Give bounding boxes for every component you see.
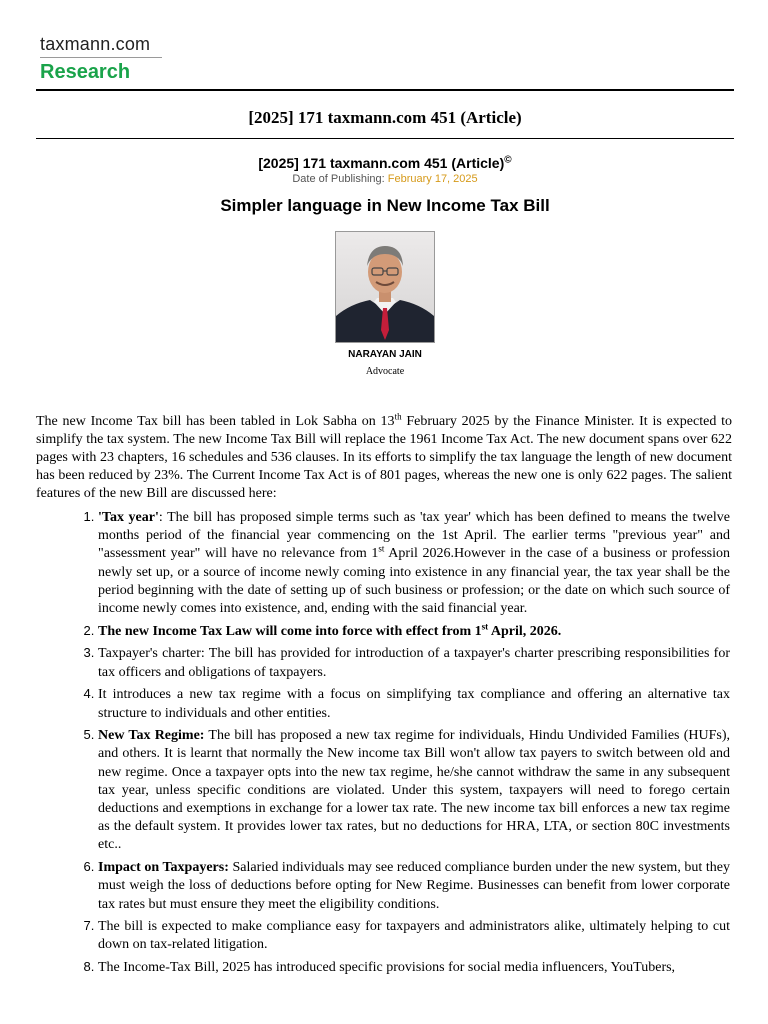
article-header	[36, 155, 734, 216]
publishing-date	[36, 173, 734, 185]
list-item-text: Salaried individuals may see reduced compliance burden under the new system, but they must weigh the loss of deductions before opting for New Regime. Businesses can benefit from lower corporate tax rates but must ensure they meet the eligibility conditions.	[98, 860, 730, 912]
article-title: Simpler language in New Income Tax Bill	[220, 196, 550, 215]
intro-ordinal-suffix: th	[394, 411, 402, 422]
list-item-heading: Impact on Taxpayers:	[98, 860, 229, 876]
publishing-date-label: Date of Publishing:	[292, 173, 385, 185]
intro-text-start: The new Income Tax bill has been tabled in Lok Sabha on 13	[36, 414, 395, 429]
list-item-heading: 'Tax year'	[98, 510, 159, 525]
ordinal-suffix: st	[481, 621, 489, 632]
list-item	[98, 858, 730, 914]
taxmann-research-logo[interactable]	[40, 34, 162, 84]
list-item-text: Taxpayer's charter: The bill has provided for introduction of a taxpayer's charter prescribing responsibilities for tax officers and obligations of taxpayers.	[98, 646, 730, 680]
list-item	[98, 917, 730, 954]
list-item-text: April, 2026.	[488, 623, 562, 639]
list-item	[98, 958, 730, 977]
author-photo	[335, 231, 435, 343]
page-citation: [2025] 171 taxmann.com 451 (Article)	[248, 108, 522, 127]
list-item-text: The new Income Tax Law will come into force with effect from 1	[98, 623, 482, 639]
logo-divider	[40, 57, 162, 58]
citation-divider	[36, 138, 734, 139]
list-item-text: The bill has proposed a new tax regime for individuals, Hindu Undivided Families (HUFs), and others. It is learnt that normally the New income tax Bill won't allow tax payers to switch between old and new regime. Once a taxpayer opts into the new tax regime, he/she cannot withdraw the same in any subsequent tax year, unless specific conditions are violated. Under this system, taxpayers will need to forego certain deductions and exemptions in exchange for a lower tax rate. The new income tax bill enforces a new tax regime as the default system. It provides lower tax rates, but no deductions for HRA, LTA, or section 80C investments etc..	[98, 728, 730, 853]
list-item-heading: New Tax Regime:	[98, 728, 205, 744]
list-item-text: : The bill has proposed simple terms such as 'tax year' which has been defined to means the twelve months period of the financial year commencing on the 1st April. The earlier terms "previous year" and "assessment year" will have no relevance from 1	[98, 510, 730, 562]
list-item-text: It introduces a new tax regime with a focus on simplifying tax compliance and offering an alternative tax structure to individuals and other entities.	[98, 687, 730, 721]
intro-paragraph	[36, 413, 732, 503]
intro-text-end: February 2025 by the Finance Minister. It is expected to simplify the tax system. The new Income Tax Bill will replace the 1961 Income Tax Act. The new document spans over 622 pages with 23 chapters, 16 schedules and 536 clauses. In its efforts to simplify the tax language the length of new document has been reduced by 23%. The Current Income Tax Act is of 801 pages, whereas the new one is only 622 pages. The salient features of the new Bill are discussed here:	[36, 414, 733, 501]
publishing-date-value: February 17, 2025	[387, 173, 478, 185]
list-item-text: The bill is expected to make compliance easy for taxpayers and administrators alike, ultimately helping to cut down on tax-related litigation.	[98, 919, 730, 953]
author-portrait-image	[336, 232, 434, 342]
list-item	[98, 726, 730, 854]
article-citation-text: [2025] 171 taxmann.com 451 (Article)	[258, 155, 505, 171]
features-list	[36, 508, 730, 981]
copyright-mark: ©	[504, 154, 512, 166]
ordinal-suffix: st	[378, 543, 385, 554]
list-item	[98, 622, 730, 641]
author-name: NARAYAN JAIN	[348, 349, 422, 360]
list-item-text: The Income-Tax Bill, 2025 has introduced specific provisions for social media influencers, YouTubers,	[98, 960, 676, 976]
list-item-heading	[98, 621, 562, 639]
logo-wordmark: taxmann.com	[40, 34, 151, 54]
list-item	[98, 508, 730, 618]
list-item	[98, 685, 730, 722]
logo-research-label: Research	[40, 61, 131, 83]
list-item	[98, 644, 730, 681]
header-divider	[36, 89, 734, 91]
article-citation	[36, 155, 734, 171]
author-role: Advocate	[365, 366, 405, 377]
list-item-text: April 2026.However in the case of a business or profession newly set up, or a source of income newly coming into existence in any financial year, the tax year shall be the period beginning with the date of setting up of such business or profession; or the date on which such source of income newly comes into existence, and, ending with the said financial year.	[98, 546, 731, 617]
